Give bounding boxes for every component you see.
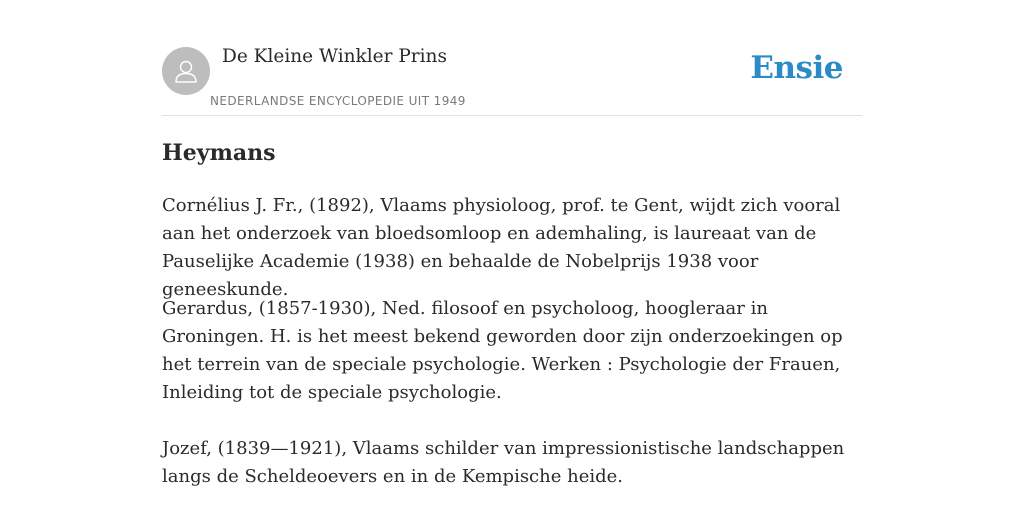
entry-paragraph: Cornélius J. Fr., (1892), Vlaams physioloog, prof. te Gent, wijdt zich vooral aan het onderzoek van bloedsomloop en ademhaling, is laureaat van de Pauselijke Academie (1938) en behaalde de Nobelprijs 1938 voor geneeskunde. <box>162 195 841 300</box>
user-icon <box>171 56 201 86</box>
header-divider <box>162 115 862 116</box>
brand-logo[interactable]: Ensie <box>750 50 843 86</box>
source-title[interactable]: De Kleine Winkler Prins <box>222 46 447 67</box>
entry-paragraph: Gerardus, (1857-1930), Ned. filosoof en psycholoog, hoogleraar in Groningen. H. is het meest bekend geworden door zijn onderzoekingen op het terrein van de speciale psychologie. Werken : Psychologie der Frauen, Inleiding tot de speciale psychologie. <box>162 298 843 403</box>
entry-paragraph: Jozef, (1839—1921), Vlaams schilder van impressionistische landschappen langs de Scheldeoevers en in de Kempische heide. <box>162 438 845 487</box>
article-title: Heymans <box>162 140 276 166</box>
avatar <box>162 47 210 95</box>
source-subtitle: NEDERLANDSE ENCYCLOPEDIE UIT 1949 <box>210 94 466 108</box>
